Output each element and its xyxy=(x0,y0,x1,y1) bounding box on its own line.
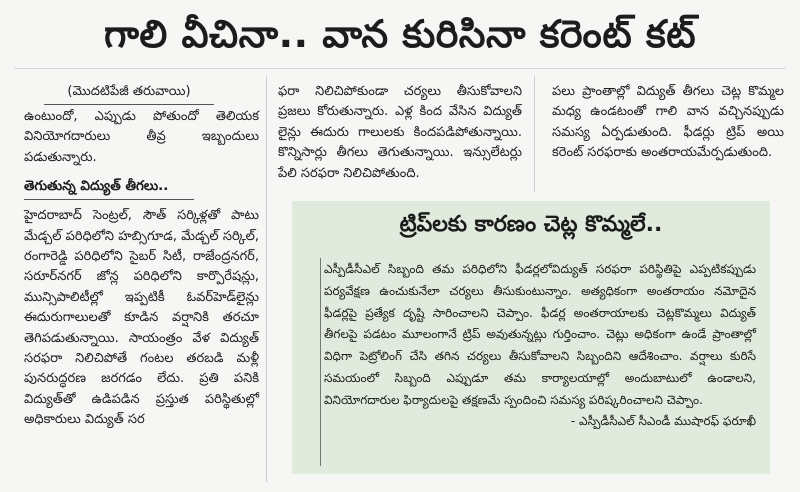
column-divider xyxy=(266,76,267,482)
column-divider xyxy=(534,76,535,192)
headline-rule xyxy=(14,68,786,69)
column-1 xyxy=(24,84,259,431)
column-3-paragraph: పలు ప్రాంతాల్లో విద్యుత్‌ తీగలు చెట్ల కొమ్మల మధ్య ఉండటంతో గాలి వాన వచ్చినప్పుడు సమస్య ఏర్పడుతుంది. ఫీడర్లు ట్రిప్‌ అయి కరెంట్‌ సరఫరాకు అంతరాయమేర్పడుతుంది. xyxy=(552,84,784,161)
quote-signature: - ఎస్పీడీసీఎల్‌ సీఎండీ ముషారఫ్‌ ఫరూఖీ xyxy=(570,413,756,428)
column-3 xyxy=(552,82,784,164)
quote-box-body xyxy=(324,259,756,431)
quote-box-title: ట్రిప్‌లకు కారణం చెట్ల కొమ్మలే.. xyxy=(399,212,663,237)
headline: గాలి వీచినా.. వాన కురిసినా కరెంట్‌ కట్‌ xyxy=(103,12,697,56)
paragraph-2: హైదరాబాద్‌ సెంట్రల్‌, సౌత్‌ సర్కిళ్లతో పాటు మేడ్చల్‌ పరిధిలోని హబ్సిగూడ, మేడ్చల్‌ సర్కిల్‌, రంగారెడ్డి పరిధిలోని సైబర్‌ సిటీ, రాజేంద్రనగర్‌, సరూర్‌నగర్‌ జోన్ల పరిధిలోని కార్పొరేషన్లు, మున్సిపాలిటీల్లో ఇప్పటికీ ఓవర్‌హెడ్‌లైన్లు ఈదురుగాలులతో కూడిన వర్షానికి తరచూ తెగిపడుతున్నాయి. సాయంత్రం వేళ విద్యుత్‌ సరఫరా నిలిచిపోతే గంటల తరబడి మళ్లీ పునరుద్ధరణ జరగడం లేదు. ప్రతి పనికి విద్యుత్‌తో ఉడిపడిన ప్రస్తుత పరిస్థితుల్లో అధికారులు విద్యుత్‌ సర xyxy=(24,208,259,428)
quote-box xyxy=(292,201,770,474)
continued-label: (మొదటిపేజీ తరువాయి) xyxy=(44,84,214,105)
column-2-paragraph: ఫరా నిలిచిపోకుండా చర్యలు తీసుకోవాలని ప్రజలు కోరుతున్నారు. ఎళ్ల కింద వేసిన విద్యుత్‌ లైన్లు ఈదురు గాలులకు కిందపడిపోతున్నాయి. కొన్నిసార్లు తీగలు తెగుతున్నాయి. ఇన్సులేటర్లు పేలి సరఫరా నిలిచిపోతుంది. xyxy=(278,84,522,181)
quote-box-rule xyxy=(320,258,321,466)
paragraph-1: ఉంటుందో, ఎప్పుడు పోతుందో తెలియక వినియోగదారులు తీవ్ర ఇబ్బందులు పడుతున్నారు. xyxy=(24,109,259,165)
subheading: తెగుతున్న విద్యుత్‌ తీగలు.. xyxy=(24,178,194,200)
column-2 xyxy=(278,82,522,184)
quote-paragraph: ఎస్పీడీసీఎల్‌ సిబ్బంది తమ పరిధిలోని ఫీడర్లలోవిద్యుత్‌ సరఫరా పరిస్థితిపై ఎప్పటికప్పుడు పర్యవేక్షణ ఉంచుకునేలా చర్యలు తీసుకుంటున్నాం. అత్యధికంగా అంతరాయం నమోదైన ఫీడర్లపై ప్రత్యేక దృష్టి సారించాలని చెప్పాం. ఫీడర్ల అంతరాయాలకు చెట్లకొమ్మలు విద్యుత్‌ తీగలపై పడటం మూలంగానే ట్రిప్‌ అవుతున్నట్లు గుర్తించాం. చెట్లు అధికంగా ఉండే ప్రాంతాల్లో విధిగా పెట్రోలింగ్‌ చేసి తగిన చర్యలు తీసుకోవాలని సిబ్బందిని ఆదేశించాం. వర్షాలు కురిసే సమయంలో సిబ్బంది ఎప్పుడూ తమ కార్యాలయాల్లో అందుబాటులో ఉండాలని, వినియోగదారుల ఫిర్యాదులపై తక్షణమే స్పందించి సమస్య పరిష్కరించాలని చెప్పాం. xyxy=(324,262,756,407)
